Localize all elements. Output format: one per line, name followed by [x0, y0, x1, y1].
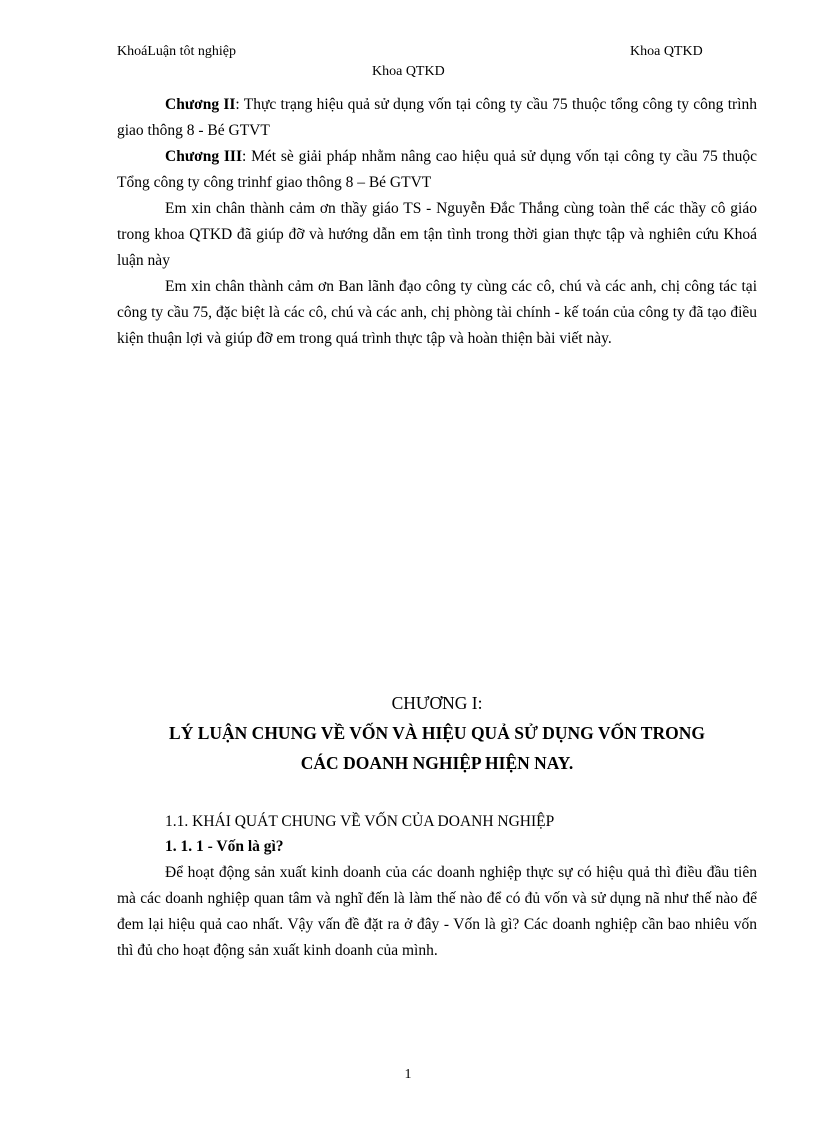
- chapter3-text: : Mét sè giải pháp nhằm nâng cao hiệu quả sử dụng vốn tại công ty cầu 75 thuộc Tổng công ty công trinhf giao thông 8 – Bé GTVT: [117, 148, 757, 191]
- subsection-heading: 1. 1. 1 - Vốn là gì?: [165, 838, 284, 855]
- chapter-heading-line-1: LÝ LUẬN CHUNG VỀ VỐN VÀ HIỆU QUẢ SỬ DỤNG VỐN TRONG: [169, 723, 705, 743]
- header-center-text: Khoa QTKD: [372, 64, 445, 79]
- thanks-paragraph-2: Em xin chân thành cảm ơn Ban lãnh đạo công ty cùng các cô, chú và các anh, chị công tác tại công ty cầu 75, đặc biệt là các cô, chú và các anh, chị phòng tài chính - kế toán của công ty đã tạo điều kiện thuận lợi và giúp đỡ em trong quá trình thực tập và hoàn thiện bài viết này.: [117, 278, 757, 347]
- intro-block: [117, 92, 757, 352]
- page-number: 1: [404, 1067, 412, 1082]
- chapter-heading-line-2: CÁC DOANH NGHIỆP HIỆN NAY.: [300, 753, 574, 773]
- header-right-text: Khoa QTKD: [630, 44, 703, 59]
- chapter3-paragraph: [117, 144, 757, 196]
- section-paragraph: Để hoạt động sản xuất kinh doanh của các doanh nghiệp thực sự có hiệu quả thì điều đầu tiên mà các doanh nghiệp quan tâm và nghĩ đến là làm thế nào để có đủ vốn và sử dụng nã như thế nào để đem lại hiệu quả cao nhất. Vậy vấn đề đặt ra ở đây - Vốn là gì? Các doanh nghiệp cần bao nhiêu vốn thì đủ cho hoạt động sản xuất kinh doanh của mình.: [117, 864, 757, 959]
- thanks-paragraph-1: Em xin chân thành cảm ơn thầy giáo TS - Nguyễn Đắc Thắng cùng toàn thể các thầy cô giáo trong khoa QTKD đã giúp đỡ và hướng dẫn em tận tình trong thời gian thực tập và nghiên cứu Khoá luận này: [117, 200, 757, 269]
- section-body: [117, 860, 757, 964]
- chapter2-paragraph: [117, 92, 757, 144]
- chapter-title: CHƯƠNG I:: [391, 693, 483, 713]
- header-left-text: KhoáLuận tôt nghiệp: [117, 44, 236, 59]
- chapter-heading: [117, 718, 757, 778]
- chapter2-text: : Thực trạng hiệu quả sử dụng vốn tại công ty cầu 75 thuộc tổng công ty công trình giao thông 8 - Bé GTVT: [117, 96, 757, 139]
- section-heading: 1.1. KHÁI QUÁT CHUNG VỀ VỐN CỦA DOANH NGHIỆP: [165, 813, 555, 830]
- chapter3-label: Chương III: [165, 148, 242, 165]
- chapter2-label: Chương II: [165, 96, 236, 113]
